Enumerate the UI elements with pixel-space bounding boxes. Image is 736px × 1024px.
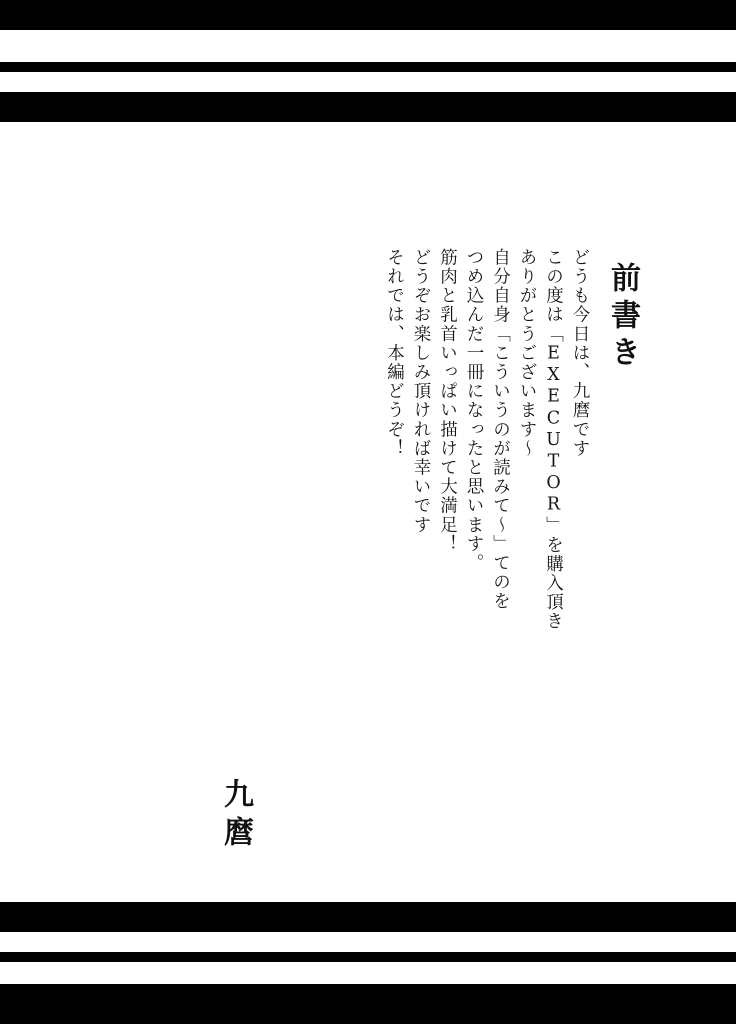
afterword-line: 筋肉と乳首いっぱい描けて大満足！: [437, 248, 458, 554]
afterword-line: 自分自身「こういうのが読みて〜」てのを: [490, 248, 511, 611]
afterword-line: ありがとうございます〜: [517, 248, 537, 459]
decor-band-bottom-1: [0, 902, 736, 932]
decor-band-bottom-2: [0, 952, 736, 962]
afterword-line: それでは、本編どうぞ！: [384, 248, 405, 459]
afterword-line: つめ込んだ一冊になったと思います。: [464, 248, 484, 573]
afterword-heading: 前書き: [605, 262, 640, 373]
decor-band-top-2: [0, 62, 736, 72]
decor-band-top-1: [0, 0, 736, 30]
afterword-line: この度は「EXECUTOR」を購入頂き: [543, 248, 564, 631]
afterword-text-block: [296, 248, 588, 808]
author-signature: 九麿: [218, 778, 253, 854]
afterword-line: どうも今日は、九麿です: [570, 248, 590, 459]
decor-band-top-3: [0, 92, 736, 122]
decor-band-bottom-3: [0, 984, 736, 1024]
afterword-line: どうぞお楽しみ頂ければ幸いです: [411, 248, 431, 535]
